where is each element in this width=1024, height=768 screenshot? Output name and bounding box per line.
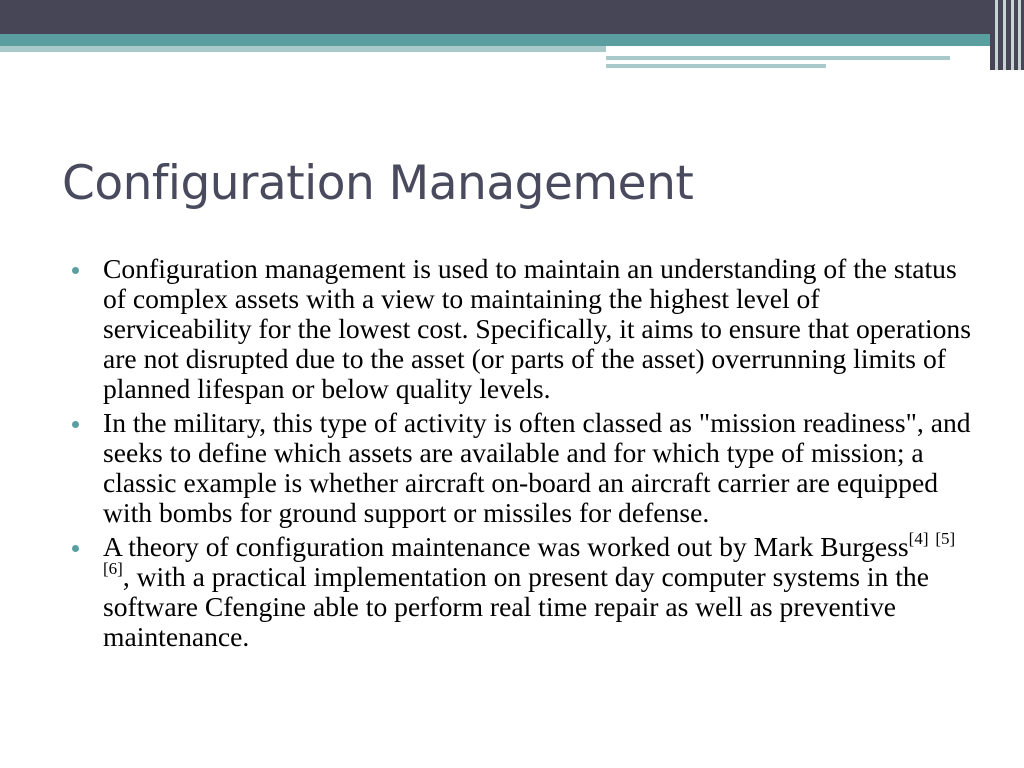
bullet-item (72, 528, 972, 652)
header-light-bar (0, 46, 610, 52)
bullet-item (72, 254, 972, 404)
reference-link[interactable]: [4] (908, 528, 929, 548)
bullet-marker-icon (72, 267, 79, 274)
header-vertical-stripe (1003, 0, 1006, 70)
reference-link[interactable]: [6] (103, 558, 123, 578)
bullet-text: , with a practical implementation on present day computer systems in the software Cfengine able to perform real time repair as well as preventive maintenance. (103, 561, 929, 652)
header-teal-bar (0, 34, 1024, 46)
header-vertical-stripe (1011, 0, 1014, 70)
header-vertical-stripe (995, 0, 998, 70)
header-vertical-stripe (1018, 0, 1021, 70)
header-dark-bar (0, 0, 1024, 34)
bullet-marker-icon (72, 545, 79, 552)
bullet-text: Configuration management is used to maintain an understanding of the status of complex assets with a view to maintaining the highest level of serviceability for the lowest cost. Specifically, it aims to ensure that operations are not disrupted due to the asset (or parts of the asset) overrunning limits of planned lifespan or below quality levels. (103, 253, 971, 404)
slide-title: Configuration Management (62, 156, 694, 211)
bullet-marker-icon (72, 421, 79, 428)
header-step-line (606, 56, 950, 60)
bullet-item (72, 408, 972, 528)
reference-link[interactable]: [5] (935, 528, 956, 548)
bullet-text: In the military, this type of activity is often classed as "mission readiness", and seeks to define which assets are available and for which type of mission; a classic example is whether aircraft on-board an aircraft carrier are equipped with bombs for ground support or missiles for defense. (103, 407, 971, 528)
header-step-line (606, 64, 826, 68)
bullet-text: A theory of configuration maintenance was worked out by Mark Burgess (103, 531, 909, 562)
bullet-list (72, 254, 972, 656)
